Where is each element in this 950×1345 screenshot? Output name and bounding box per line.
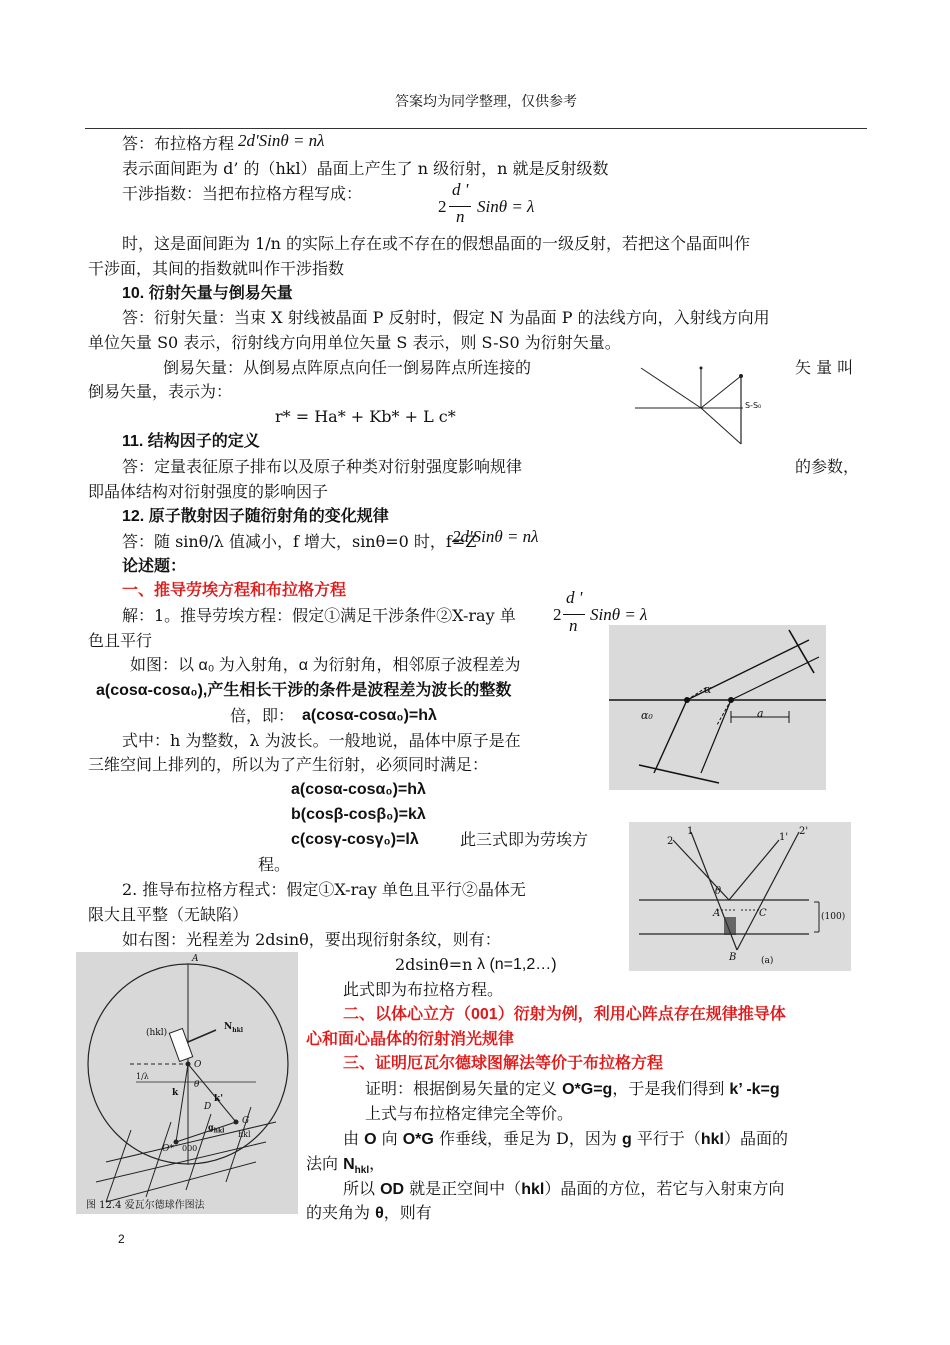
- text-line: 即晶体结构对衍射强度的影响因子: [88, 482, 329, 501]
- alpha-label: α: [704, 683, 712, 696]
- section-1-title: 一、推导劳埃方程和布拉格方程: [122, 582, 347, 599]
- essay-heading: 论述题：: [122, 558, 187, 575]
- heading-10: 10. 衍射矢量与倒易矢量: [122, 285, 293, 302]
- fraction-rest: Sinθ = λ: [477, 197, 535, 216]
- ewald-caption: 图 12.4 爱瓦尔德球作图法: [86, 1200, 205, 1211]
- text-line: 单位矢量 S0 表示，衍射线方向用单位矢量 S 表示，则 S-S0 为衍射矢量。: [88, 333, 621, 352]
- ewald-hkl-label: (hkl): [146, 1028, 168, 1038]
- a-label: a: [757, 707, 764, 720]
- bragg-diagram: [629, 822, 851, 971]
- fig-caption-a: (a): [761, 956, 774, 966]
- point-a-label: A: [713, 908, 721, 919]
- header-rule: [85, 128, 867, 129]
- laue-equation: a(cosα-cosα₀)=hλ: [302, 707, 437, 724]
- ewald-g2-label: $g_{hkl}$: [208, 1122, 225, 1135]
- bragg-equation-overlay: 2d'Sinθ = nλ: [452, 527, 539, 546]
- text-line: 色且平行: [88, 631, 153, 650]
- heading-12: 12. 原子散射因子随衍射角的变化规律: [122, 508, 389, 525]
- text-line: 倒易矢量，表示为：: [88, 382, 233, 401]
- text-line: 矢 量 叫: [795, 358, 854, 377]
- fraction-rest: Sinθ = λ: [590, 605, 648, 624]
- ewald-d-label: D: [204, 1102, 212, 1112]
- ewald-ghkl-label: hkl: [238, 1130, 251, 1139]
- ray-1p-label: 1': [779, 832, 789, 843]
- ewald-origin-label: 000: [182, 1144, 198, 1153]
- text-line: 答：衍射矢量：当束 X 射线被晶面 P 反射时，假定 N 为晶面 P 的法线方向，入射线方向用: [122, 308, 770, 327]
- text-line: 限大且平整（无缺陷）: [88, 905, 249, 924]
- answer-bragg-label: 答：布拉格方程: [122, 134, 235, 153]
- ewald-inv-label: 1/λ: [136, 1072, 149, 1081]
- laue-eq-3: c(cosγ-cosγ₀)=lλ: [291, 831, 419, 848]
- laue-eq-1: a(cosα-cosα₀)=hλ: [291, 781, 426, 798]
- text-line: 如右图：光程差为 2dsinθ，要出现衍射条纹，则有：: [122, 930, 501, 949]
- text-line: 的参数，: [795, 457, 860, 476]
- section-2-title-cont: 心和面心晶体的衍射消光规律: [306, 1031, 515, 1048]
- text-line: 答：随 sinθ/λ 值减小，f 增大，sinθ=0 时，f=Z: [122, 532, 477, 551]
- text-line: 倍，即：: [230, 706, 295, 725]
- fraction-coef: 2: [553, 605, 562, 624]
- ewald-o-label: O: [194, 1060, 202, 1070]
- ewald-ostar-label: O*: [162, 1144, 174, 1154]
- ewald-a-label: A: [192, 954, 199, 964]
- reciprocal-vector-formula: r* = Ha* + Kb* + L c*: [275, 407, 456, 426]
- section-3-title: 三、证明厄瓦尔德球图解法等价于布拉格方程: [343, 1055, 664, 1072]
- plane-label: (100): [821, 912, 846, 922]
- text-line: 答：定量表征原子排布以及原子种类对衍射强度影响规律: [122, 457, 523, 476]
- text-line: 干涉面，其间的指数就叫作干涉指数: [88, 259, 345, 278]
- bragg-equation: 2d'Sinθ = nλ: [238, 131, 325, 150]
- ewald-k-label: k: [172, 1088, 179, 1098]
- text-line: 证明：根据倒易矢量的定义 O*G=g，于是我们得到 k’ -k=g: [365, 1079, 780, 1098]
- ewald-sphere-figure: [76, 952, 298, 1214]
- text-line: 此三式即为劳埃方: [460, 830, 589, 849]
- text-line: 上式与布拉格定律完全等价。: [365, 1104, 574, 1123]
- ewald-kp-label: k': [214, 1094, 223, 1104]
- point-c-label: C: [759, 908, 767, 919]
- text-line: 由 O 向 O*G 作垂线，垂足为 D，因为 g 平行于（hkl）晶面的: [343, 1129, 788, 1148]
- text-line: a(cosα-cosα₀),产生相长干涉的条件是波程差为波长的整数: [96, 682, 512, 699]
- text-line: 倒易矢量：从倒易点阵原点向任一倒易阵点所连接的: [163, 358, 532, 377]
- text-line: 所以 OD 就是正空间中（hkl）晶面的方位，若它与入射束方向: [343, 1179, 785, 1198]
- bragg-condition-tail: λ (n=1,2…): [477, 956, 557, 973]
- alpha0-label: α₀: [641, 709, 653, 722]
- fraction-denominator: n: [569, 616, 578, 635]
- text-line: 表示面间距为 d’ 的（hkl）晶面上产生了 n 级衍射，n 就是反射级数: [122, 159, 609, 178]
- ray-1-label: 1: [687, 826, 694, 837]
- ray-2-label: 2: [667, 836, 674, 847]
- text-line: 解：1。推导劳埃方程：假定①满足干涉条件②X-ray 单: [122, 606, 516, 625]
- ewald-g-label: G: [242, 1116, 250, 1126]
- ss0-label: S-S₀: [745, 401, 762, 410]
- text-line: 如图：以 α₀ 为入射角，α 为衍射角，相邻原子波程差为: [130, 657, 521, 674]
- bragg-condition: 2dsinθ=n: [395, 955, 473, 974]
- ewald-theta-label: θ: [194, 1080, 200, 1090]
- fraction-coef: 2: [438, 197, 447, 216]
- fraction-numerator: d ': [452, 180, 469, 199]
- laue-diagram: [609, 625, 826, 790]
- point-b-label: B: [729, 952, 737, 963]
- ewald-n-label: $N_{hkl}$: [224, 1022, 244, 1034]
- text-line: 法向 $N_{hkl}$，: [306, 1154, 386, 1177]
- text-line: 干涉指数：当把布拉格方程写成：: [122, 184, 363, 203]
- section-2-title: 二、以体心立方（001）衍射为例，利用心阵点存在规律推导体: [343, 1006, 786, 1023]
- heading-11: 11. 结构因子的定义: [122, 433, 260, 450]
- fraction-denominator: n: [456, 207, 465, 226]
- text-line: 2. 推导布拉格方程式：假定①X-ray 单色且平行②晶体无: [122, 880, 526, 899]
- ray-2p-label: 2': [799, 826, 809, 837]
- page-number: 2: [118, 1232, 125, 1246]
- text-line: 此式即为布拉格方程。: [343, 980, 504, 999]
- text-line: 时，这是面间距为 1/n 的实际上存在或不存在的假想晶面的一级反射，若把这个晶面叫作: [122, 234, 751, 253]
- theta-label: θ: [715, 886, 722, 897]
- text-line: 程。: [258, 855, 291, 874]
- text-line: 式中：h 为整数，λ 为波长。一般地说，晶体中原子是在: [122, 731, 521, 750]
- fraction-bar: [563, 614, 585, 615]
- laue-eq-2: b(cosβ-cosβ₀)=kλ: [291, 806, 426, 823]
- text-line: 三维空间上排列的，所以为了产生衍射，必须同时满足：: [88, 755, 489, 774]
- fraction-numerator: d ': [566, 588, 583, 607]
- page-header: 答案均为同学整理，仅供参考: [395, 93, 577, 109]
- text-line: 的夹角为 θ，则有: [306, 1203, 432, 1222]
